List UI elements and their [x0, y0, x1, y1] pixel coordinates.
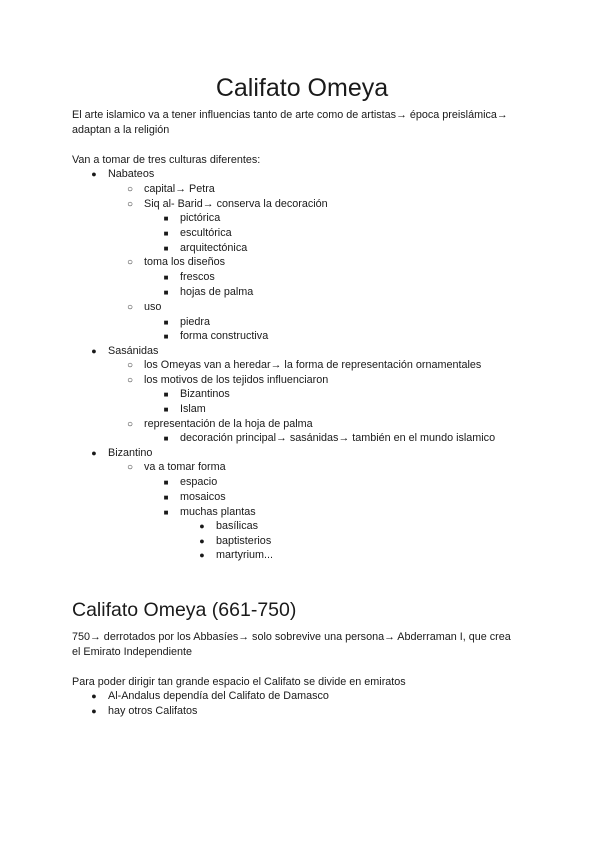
list-item-label: basílicas	[216, 520, 259, 532]
list-item-label: Al-Andalus dependía del Califato de Damasco	[108, 690, 329, 702]
list-item-label: baptisterios	[216, 535, 272, 547]
list-item-plantas	[163, 505, 256, 520]
intro-line-1: El arte islamico va a tener influencias tanto de arte como de artistas→ época preislámica→	[72, 109, 508, 121]
list-item-label: arquitectónica	[180, 242, 248, 254]
list-item-label: los motivos de los tejidos influenciaron	[144, 374, 329, 386]
bullet-square-icon: ■	[163, 434, 169, 443]
bullet-square-icon: ■	[163, 244, 169, 253]
bullet-disc-icon: ●	[91, 346, 97, 356]
list-item-label: toma los diseños	[144, 256, 226, 268]
list-item-forma	[163, 329, 269, 344]
bullet-disc-icon: ●	[91, 691, 97, 701]
bullet-square-icon: ■	[163, 288, 169, 297]
list-item-otros-califatos	[91, 704, 198, 719]
bullet-square-icon: ■	[163, 405, 169, 414]
bullet-disc-icon: ●	[199, 521, 205, 531]
bullet-square-icon: ■	[163, 229, 169, 238]
bullet-square-icon: ■	[163, 478, 169, 487]
list-item-label: forma constructiva	[180, 330, 269, 342]
list-item-representacion	[126, 417, 313, 432]
list-item-piedra	[163, 315, 211, 330]
section2-p1-line2: el Emirato Independiente	[72, 646, 193, 658]
list-item-martyrium	[199, 548, 273, 563]
bullet-circle-icon: ○	[126, 462, 134, 473]
cultures-intro: Van a tomar de tres culturas diferentes:	[72, 154, 261, 166]
list-item-label: uso	[144, 301, 162, 313]
list-item-bizantinos	[163, 387, 230, 402]
list-item-label: pictórica	[180, 212, 221, 224]
list-item-basilicas	[199, 519, 259, 534]
list-item-pictorica	[163, 211, 221, 226]
bullet-circle-icon: ○	[126, 360, 134, 371]
list-item-arquitectonica	[163, 241, 248, 256]
section2-p2: Para poder dirigir tan grande espacio el Califato se divide en emiratos	[72, 676, 406, 688]
list-item-label: decoración principal→ sasánidas→ también en el mundo islamico	[180, 432, 496, 444]
list-item-label: frescos	[180, 271, 215, 283]
list-item-sasanidas	[91, 344, 159, 359]
list-item-islam	[163, 402, 206, 417]
list-item-label: martyrium...	[216, 549, 273, 561]
bullet-square-icon: ■	[163, 318, 169, 327]
list-item-baptisterios	[199, 534, 272, 549]
list-item-label: capital→ Petra	[144, 183, 215, 195]
list-item-toma	[126, 255, 226, 270]
list-item-siq	[126, 197, 328, 212]
bullet-square-icon: ■	[163, 273, 169, 282]
list-item-escultorica	[163, 226, 232, 241]
list-item-label: hay otros Califatos	[108, 705, 198, 717]
list-item-label: los Omeyas van a heredar→ la forma de representación ornamentales	[144, 359, 482, 371]
bullet-square-icon: ■	[163, 214, 169, 223]
list-item-label: piedra	[180, 316, 211, 328]
list-item-omeyas	[126, 358, 482, 373]
list-item-hojas	[163, 285, 254, 300]
bullet-circle-icon: ○	[126, 257, 134, 268]
bullet-square-icon: ■	[163, 493, 169, 502]
list-item-bizantino	[91, 446, 153, 461]
list-item-label: espacio	[180, 476, 218, 488]
bullet-circle-icon: ○	[126, 302, 134, 313]
page-title: Califato Omeya	[215, 74, 389, 102]
section2-p1-line1: 750→ derrotados por los Abbasíes→ solo sobrevive una persona→ Abderraman I, que crea	[72, 631, 511, 643]
bullet-disc-icon: ●	[91, 448, 97, 458]
bullet-square-icon: ■	[163, 390, 169, 399]
list-item-label: Nabateos	[108, 168, 155, 180]
bullet-circle-icon: ○	[126, 184, 134, 195]
bullet-circle-icon: ○	[126, 199, 134, 210]
bullet-disc-icon: ●	[91, 706, 97, 716]
bullet-circle-icon: ○	[126, 419, 134, 430]
bullet-circle-icon: ○	[126, 375, 134, 386]
list-item-va-tomar	[126, 460, 226, 475]
list-item-decoracion	[163, 431, 496, 446]
list-item-uso	[126, 300, 162, 315]
list-item-mosaicos	[163, 490, 226, 505]
bullet-disc-icon: ●	[91, 169, 97, 179]
list-item-al-andalus	[91, 689, 329, 704]
list-item-label: mosaicos	[180, 491, 226, 503]
list-item-nabateos	[91, 167, 155, 182]
list-item-label: representación de la hoja de palma	[144, 418, 313, 430]
list-item-motivos	[126, 373, 329, 388]
list-item-label: escultórica	[180, 227, 232, 239]
list-item-label: Bizantino	[108, 447, 153, 459]
list-item-capital	[126, 182, 215, 197]
list-item-label: Sasánidas	[108, 345, 159, 357]
bullet-disc-icon: ●	[199, 550, 205, 560]
list-item-label: Siq al- Barid→ conserva la decoración	[144, 198, 328, 210]
list-item-frescos	[163, 270, 215, 285]
list-item-espacio	[163, 475, 218, 490]
list-item-label: hojas de palma	[180, 286, 254, 298]
list-item-label: muchas plantas	[180, 506, 256, 518]
list-item-label: Islam	[180, 403, 206, 415]
list-item-label: va a tomar forma	[144, 461, 226, 473]
list-item-label: Bizantinos	[180, 388, 230, 400]
bullet-disc-icon: ●	[199, 536, 205, 546]
intro-line-2: adaptan a la religión	[72, 124, 170, 136]
section-heading: Califato Omeya (661-750)	[72, 599, 297, 621]
bullet-square-icon: ■	[163, 332, 169, 341]
bullet-square-icon: ■	[163, 508, 169, 517]
